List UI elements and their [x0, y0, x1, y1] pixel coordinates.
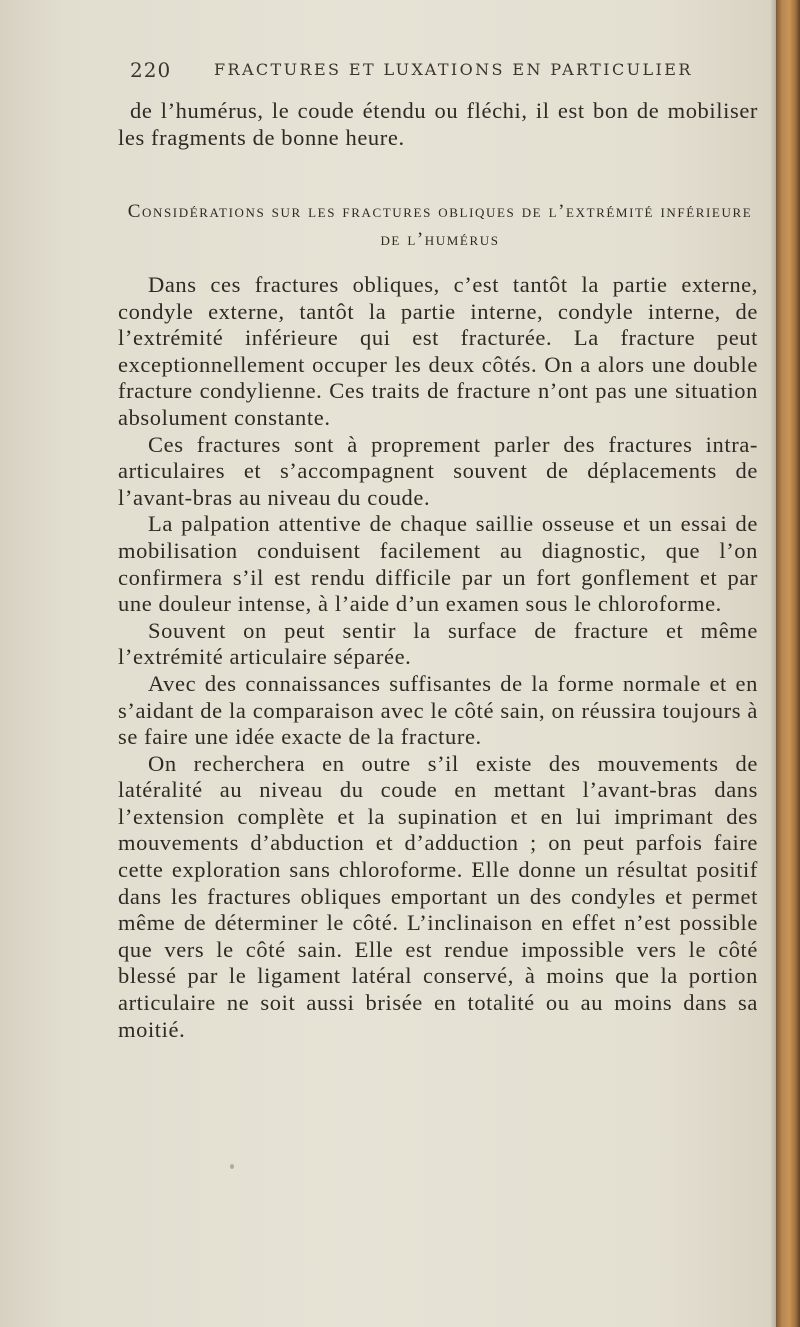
paper-speck [230, 1164, 234, 1169]
book-spine-edge [776, 0, 800, 1327]
body-text [118, 272, 758, 1043]
paragraph: Dans ces fractures obliques, c’est tantôt la partie externe, condyle externe, tantôt la partie interne, condyle interne, de l’extrémité inférieure qui est fracturée. La fracture peut exceptionnellement occuper les deux côtés. On a alors une double fracture condylienne. Ces traits de fracture n’ont pas une situation absolument constante. [118, 272, 758, 430]
page-header [130, 58, 770, 88]
page-number: 220 [130, 58, 172, 82]
paragraph: Ces fractures sont à proprement parler des fractures intra-articulaires et s’accompagnent souvent de déplacements de l’avant-bras au niveau du coude. [118, 431, 758, 510]
intro-text [118, 98, 758, 151]
paragraph: Souvent on peut sentir la surface de fracture et même l’extrémité articulaire séparée. [118, 617, 758, 670]
paragraph: La palpation attentive de chaque saillie osseuse et un essai de mobilisation conduisent facilement au diagnostic, que l’on confirmera s’il est rendu difficile par un fort gonflement et par une douleur intense, à l’aide d’un examen sous le chloroforme. [118, 511, 758, 617]
paragraph: On recherchera en outre s’il existe des mouvements de latéralité au niveau du coude en mettant l’avant-bras dans l’extension complète et la supination et en lui imprimant des mouvements d’abduction et d’adduction ; on peut parfois faire cette exploration sans chloroforme. Elle donne un résultat positif dans les fractures obliques emportant un des condyles et permet même de déterminer le côté. L’inclinaison en effet n’est possible que vers le côté sain. Elle est rendue impossible vers le côté blessé par le ligament latéral conservé, à moins que la portion articulaire ne soit aussi brisée en totalité ou au moins dans sa moitié. [118, 750, 758, 1042]
paragraph: Avec des connaissances suffisantes de la forme normale et en s’aidant de la comparaison avec le côté sain, on réussira toujours à se faire une idée exacte de la fracture. [118, 670, 758, 750]
running-title: FRACTURES ET LUXATIONS EN PARTICULIER [214, 60, 693, 79]
section-heading: Considérations sur les fractures obliques de l’extrémité inférieure de l’humérus [127, 201, 753, 250]
intro-paragraph: de l’humérus, le coude étendu ou fléchi, il est bon de mobiliser les fragments de bonne heure. [118, 98, 758, 150]
